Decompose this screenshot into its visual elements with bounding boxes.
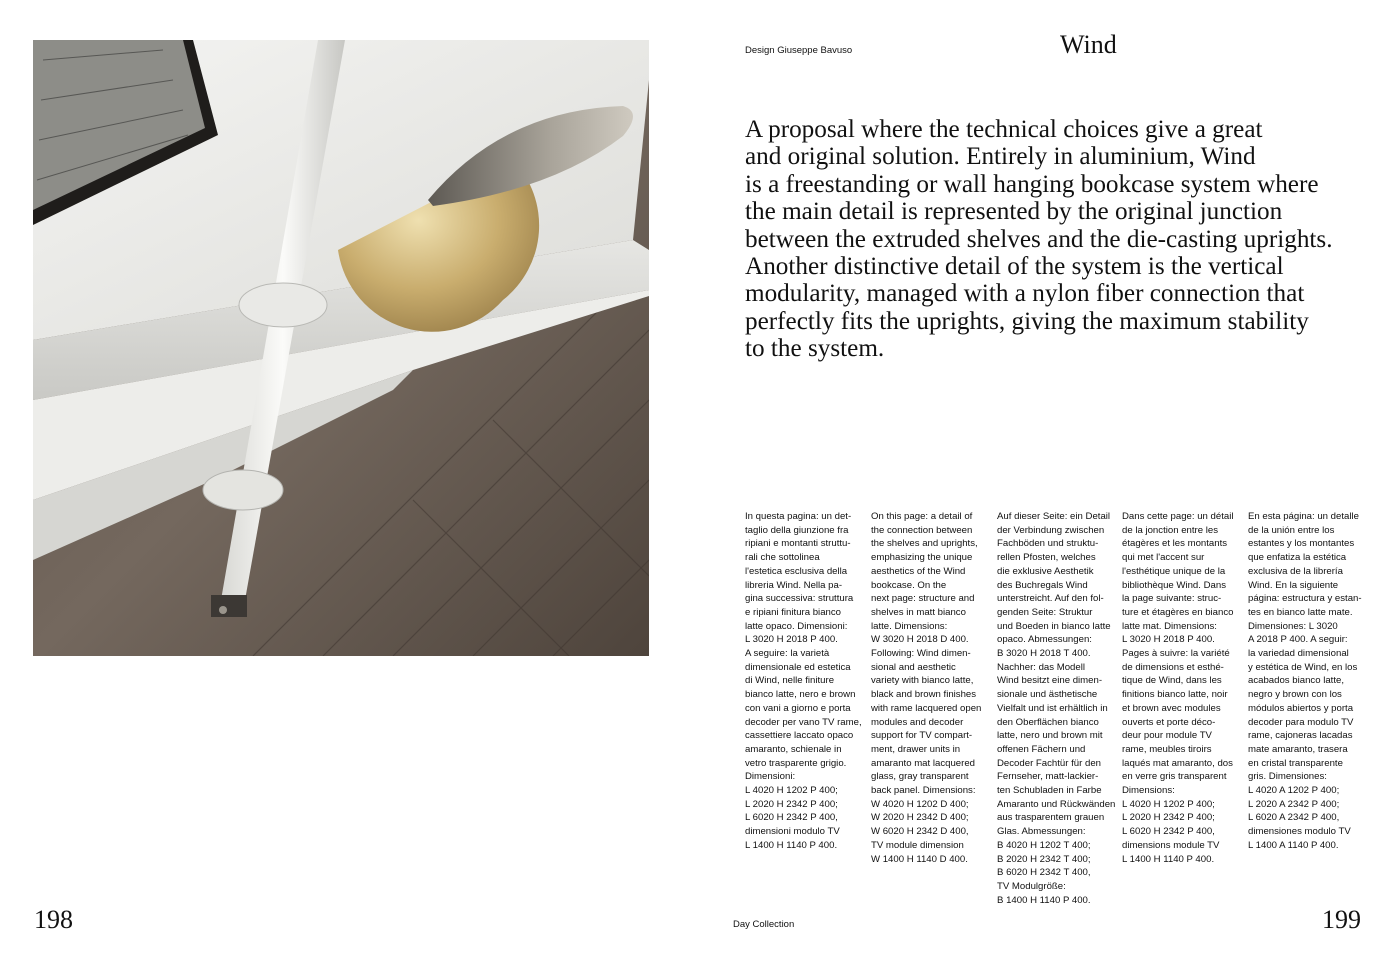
caption-column-german [997, 510, 1115, 907]
caption-line: que enfatiza la estética [1248, 552, 1347, 564]
caption-line: página: estructura y estan- [1248, 593, 1362, 605]
caption-line: vetro trasparente grigio. [745, 757, 847, 769]
caption-line: L 6020 H 2342 P 400, [745, 812, 838, 824]
caption-line: con vani a giorno e porta [745, 702, 851, 714]
page-number-left: 198 [34, 905, 73, 934]
caption-line: aesthetics of the Wind [871, 565, 966, 577]
caption-line: L 1400 H 1140 P 400. [1122, 853, 1215, 865]
caption-line: with rame lacquered open [871, 702, 982, 714]
caption-line: L 4020 A 1202 P 400; [1248, 785, 1340, 797]
caption-line: cassettiere laccato opaco [745, 730, 854, 742]
caption-line: L 1400 A 1140 P 400. [1248, 839, 1339, 851]
caption-column-spanish [1248, 510, 1366, 853]
caption-line: TV Modulgröße: [997, 880, 1066, 892]
lead-paragraph [745, 116, 1370, 363]
caption-line: support for TV compart- [871, 730, 973, 742]
caption-line: L 3020 H 2018 P 400. [745, 634, 838, 646]
designer-credit: Design Giuseppe Bavuso [745, 45, 853, 56]
caption-line: B 6020 H 2342 T 400, [997, 867, 1091, 879]
caption-line: decoder para modulo TV [1248, 716, 1354, 728]
caption-line: B 1400 H 1140 P 400. [997, 894, 1091, 906]
lead-line: A proposal where the technical choices give a great [745, 116, 1263, 143]
caption-line: qui met l'accent sur [1122, 552, 1205, 564]
caption-line: L 2020 H 2342 P 400; [745, 798, 838, 810]
caption-line: bianco latte, nero e brown [745, 689, 856, 701]
caption-line: dimensionale ed estetica [745, 661, 851, 673]
caption-line: rellen Pfosten, welches [997, 552, 1096, 564]
caption-line: black and brown finishes [871, 689, 977, 701]
collection-footer: Day Collection [733, 919, 795, 930]
page-number-right: 199 [1322, 905, 1361, 934]
caption-line: L 3020 H 2018 P 400. [1122, 634, 1215, 646]
caption-line: finitions bianco latte, noir [1122, 689, 1228, 701]
caption-line: Dans cette page: un détail [1122, 511, 1234, 522]
caption-line: W 3020 H 2018 D 400. [871, 634, 969, 646]
caption-line: Vielfalt und ist erhältlich in [997, 702, 1108, 714]
bookcase-detail-image [33, 40, 649, 656]
caption-line: de la unión entre los [1248, 524, 1335, 536]
caption-line: bibliothèque Wind. Dans [1122, 579, 1226, 591]
lead-line: is a freestanding or wall hanging bookcase system where [745, 170, 1319, 198]
caption-line: offenen Fächern und [997, 743, 1086, 755]
caption-line: W 4020 H 1202 D 400; [871, 798, 969, 810]
lead-line: to the system. [745, 335, 885, 363]
lead-line: Another distinctive detail of the system is the vertical [745, 253, 1284, 281]
caption-line: B 3020 H 2018 T 400. [997, 648, 1091, 660]
caption-line: sionale und ästhetische [997, 689, 1098, 701]
caption-line: étagères et les montants [1122, 538, 1228, 550]
caption-line: acabados bianco latte, [1248, 675, 1345, 687]
caption-line: Amaranto und Rückwänden [997, 798, 1116, 810]
caption-line: On this page: a detail of [871, 511, 973, 522]
product-photo [33, 40, 649, 656]
caption-line: shelves in matt bianco [871, 606, 966, 618]
caption-line: der Verbindung zwischen [997, 524, 1105, 536]
caption-line: opaco. Abmessungen: [997, 634, 1092, 646]
caption-line: B 4020 H 1202 T 400; [997, 839, 1091, 851]
caption-line: latte. Dimensions: [871, 620, 948, 632]
caption-line: en verre gris transparent [1122, 771, 1227, 783]
caption-line: gina successiva: struttura [745, 593, 854, 605]
caption-line: deur pour module TV [1122, 730, 1212, 742]
caption-line: et brown avec modules [1122, 702, 1221, 714]
caption-line: des Buchregals Wind [997, 579, 1088, 591]
caption-column-french [1122, 510, 1240, 866]
caption-line: Pages à suivre: la variété [1122, 648, 1230, 660]
caption-line: Auf dieser Seite: ein Detail [997, 511, 1111, 522]
caption-line: latte mat. Dimensions: [1122, 620, 1217, 632]
caption-line: dimensioni modulo TV [745, 826, 840, 838]
caption-line: Wind besitzt eine dimen- [997, 675, 1103, 687]
caption-line: laqués mat amaranto, dos [1122, 757, 1233, 769]
lead-line: perfectly fits the uprights, giving the maximum stability [745, 307, 1309, 335]
caption-line: Dimensions: [1122, 785, 1175, 797]
caption-line: e ripiani finitura bianco [745, 606, 841, 618]
caption-line: den Oberflächen bianco [997, 716, 1099, 728]
caption-line: L 6020 A 2342 P 400, [1248, 812, 1340, 824]
caption-line: negro y brown con los [1248, 689, 1342, 701]
caption-line: l'estetica esclusiva della [745, 565, 848, 577]
caption-line: In questa pagina: un det- [745, 511, 852, 522]
caption-line: latte, nero und brown mit [997, 730, 1103, 742]
caption-line: L 4020 H 1202 P 400; [1122, 798, 1215, 810]
caption-line: L 4020 H 1202 P 400; [745, 785, 838, 797]
caption-line: la variedad dimensional [1248, 648, 1349, 660]
caption-line: ture et étagères en bianco [1122, 606, 1234, 618]
caption-line: gris. Dimensiones: [1248, 771, 1327, 783]
caption-line: W 6020 H 2342 D 400, [871, 826, 969, 838]
caption-line: dimensiones modulo TV [1248, 826, 1351, 838]
caption-line: the shelves and uprights, [871, 538, 978, 550]
caption-line: módulos abiertos y porta [1248, 702, 1354, 714]
caption-line: L 2020 H 2342 P 400; [1122, 812, 1215, 824]
caption-line: decoder per vano TV rame, [745, 716, 862, 728]
caption-line: bookcase. On the [871, 579, 947, 591]
caption-column-italian [745, 510, 863, 853]
caption-line: und Boeden in bianco latte [997, 620, 1111, 632]
caption-line: Following: Wind dimen- [871, 648, 971, 660]
caption-line: B 2020 H 2342 T 400; [997, 853, 1091, 865]
caption-line: rali che sottolinea [745, 552, 820, 564]
caption-line: En esta página: un detalle [1248, 511, 1359, 522]
caption-line: emphasizing the unique [871, 552, 973, 564]
caption-line: di Wind, nelle finiture [745, 675, 835, 687]
caption-line: de dimensions et esthé- [1122, 661, 1224, 673]
lead-line: and original solution. Entirely in aluminium, Wind [745, 143, 1256, 171]
caption-line: estantes y los montantes [1248, 538, 1355, 550]
caption-line: latte opaco. Dimensioni: [745, 620, 848, 632]
caption-line: mate amaranto, trasera [1248, 743, 1348, 755]
caption-line: dimensions module TV [1122, 839, 1220, 851]
caption-line: tes en bianco latte mate. [1248, 606, 1353, 618]
caption-line: exclusiva de la librería [1248, 565, 1343, 577]
caption-line: la page suivante: struc- [1122, 593, 1222, 605]
lead-line: between the extruded shelves and the die-casting uprights. [745, 225, 1333, 253]
caption-line: en cristal transparente [1248, 757, 1343, 769]
caption-line: L 1400 H 1140 P 400. [745, 839, 838, 851]
caption-line: die exklusive Aesthetik [997, 565, 1094, 577]
caption-line: Fachböden und struktu- [997, 538, 1099, 550]
caption-line: TV module dimension [871, 839, 964, 851]
caption-line: Glas. Abmessungen: [997, 826, 1086, 838]
caption-line: amaranto, schienale in [745, 743, 842, 755]
caption-line: ment, drawer units in [871, 743, 961, 755]
lead-line: the main detail is represented by the original junction [745, 198, 1283, 226]
caption-line: Dimensiones: L 3020 [1248, 620, 1338, 632]
caption-line: variety with bianco latte, [871, 675, 974, 687]
caption-line: A seguire: la varietà [745, 648, 830, 660]
caption-line: Dimensioni: [745, 771, 796, 783]
caption-line: unterstreicht. Auf den fol- [997, 593, 1104, 605]
caption-line: ten Schubladen in Farbe [997, 785, 1102, 797]
caption-line: A 2018 P 400. A seguir: [1248, 634, 1348, 646]
caption-line: aus trasparentem grauen [997, 812, 1105, 824]
caption-column-english [871, 510, 989, 866]
caption-line: taglio della giunzione fra [745, 524, 849, 536]
caption-line: Wind. En la siguiente [1248, 579, 1339, 591]
caption-line: L 2020 A 2342 P 400; [1248, 798, 1340, 810]
caption-line: W 2020 H 2342 D 400; [871, 812, 969, 824]
page-title: Wind [1060, 30, 1117, 59]
caption-line: back panel. Dimensions: [871, 785, 976, 797]
caption-line: Nachher: das Modell [997, 661, 1085, 673]
caption-line: libreria Wind. Nella pa- [745, 579, 843, 591]
caption-line: amaranto mat lacquered [871, 757, 975, 769]
caption-line: tique de Wind, dans les [1122, 675, 1222, 687]
caption-line: the connection between [871, 524, 973, 536]
caption-line: next page: structure and [871, 593, 975, 605]
caption-line: W 1400 H 1140 D 400. [871, 853, 968, 865]
caption-line: rame, meubles tiroirs [1122, 743, 1212, 755]
caption-line: glass, gray transparent [871, 771, 969, 783]
caption-line: L 6020 H 2342 P 400, [1122, 826, 1215, 838]
caption-line: Fernseher, matt-lackier- [997, 771, 1099, 783]
caption-line: l'esthétique unique de la [1122, 565, 1226, 577]
caption-line: ripiani e montanti struttu- [745, 538, 851, 550]
caption-line: y estética de Wind, en los [1248, 661, 1358, 673]
caption-line: modules and decoder [871, 716, 964, 728]
caption-line: rame, cajoneras lacadas [1248, 730, 1353, 742]
lead-line: modularity, managed with a nylon fiber connection that [745, 280, 1305, 308]
caption-line: sional and aesthetic [871, 661, 956, 673]
caption-line: de la jonction entre les [1122, 524, 1218, 536]
caption-line: Decoder Fachtür für den [997, 757, 1101, 769]
caption-line: ouverts et porte déco- [1122, 716, 1216, 728]
caption-line: genden Seite: Struktur [997, 606, 1093, 618]
